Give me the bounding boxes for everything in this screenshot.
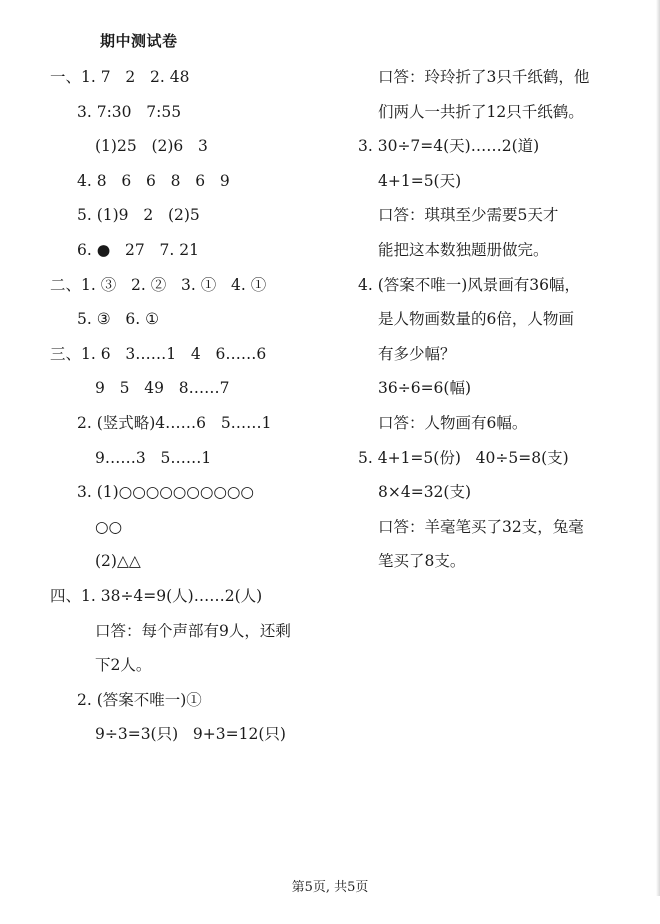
answer-line: 三、1. 6 3……1 4 6……6 — [50, 344, 267, 363]
answer-line: 9÷3=3(只) 9+3=12(只) — [95, 725, 286, 744]
answer-line: (1)25 (2)6 3 — [95, 137, 208, 156]
answer-line: 3. 7:30 7:55 — [77, 102, 182, 121]
answer-line: 下2人。 — [95, 656, 152, 675]
answer-line: 有多少幅？ — [378, 344, 456, 363]
answer-line: 9 5 49 8……7 — [95, 379, 230, 398]
answer-line: 2. (答案不唯一)① — [77, 690, 202, 709]
answer-line: 4. 8 6 6 8 6 9 — [77, 171, 230, 190]
left-answer-column — [50, 60, 340, 752]
answer-line: 4+1=5(天) — [378, 171, 462, 190]
answer-line: 3. 30÷7=4(天)……2(道) — [358, 137, 540, 156]
answer-line: 一、1. 7 2 2. 48 — [50, 68, 190, 86]
answer-line: (2)△△ — [95, 552, 141, 571]
answer-line: 们两人一共折了12只千纸鹤。 — [378, 102, 584, 121]
answer-line: 3. (1)○○○○○○○○○○ — [77, 483, 254, 502]
answer-line: 口答：琪琪至少需要5天才 — [378, 206, 559, 225]
answer-line: 9……3 5……1 — [95, 448, 212, 467]
answer-line: 5. 4+1=5(份) 40÷5=8(支) — [358, 448, 569, 467]
right-answer-column — [350, 60, 650, 579]
answer-line: 二、1. ③ 2. ② 3. ① 4. ① — [50, 275, 267, 294]
answer-line: ○○ — [95, 517, 123, 536]
answer-line: 2. (竖式略)4……6 5……1 — [77, 413, 272, 432]
answer-line: 口答：每个声部有9人，还剩 — [95, 621, 291, 640]
answer-line: 口答：羊毫笔买了32支，兔毫 — [378, 517, 584, 536]
page-title: 期中测试卷 — [100, 32, 178, 50]
answer-line: 口答：玲玲折了3只千纸鹤，他 — [378, 68, 590, 86]
answer-line: 5. (1)9 2 (2)5 — [77, 206, 200, 225]
answer-line: 4. (答案不唯一)风景画有36幅， — [358, 275, 581, 294]
page-footer: 第5页, 共5页 — [291, 880, 369, 895]
answer-line: 6. ● 27 7. 21 — [77, 240, 199, 259]
answer-line: 笔买了8支。 — [378, 552, 466, 571]
answer-line: 四、1. 38÷4=9(人)……2(人) — [50, 586, 263, 605]
answer-line: 36÷6=6(幅) — [378, 379, 472, 398]
answer-line: 是人物画数量的6倍，人物画 — [378, 310, 574, 329]
answer-line: 8×4=32(支) — [378, 483, 472, 502]
answer-line: 口答：人物画有6幅。 — [378, 413, 528, 432]
answer-line: 能把这本数独题册做完。 — [378, 240, 549, 259]
answer-line: 5. ③ 6. ① — [77, 310, 160, 329]
page-edge-shadow — [656, 0, 660, 896]
